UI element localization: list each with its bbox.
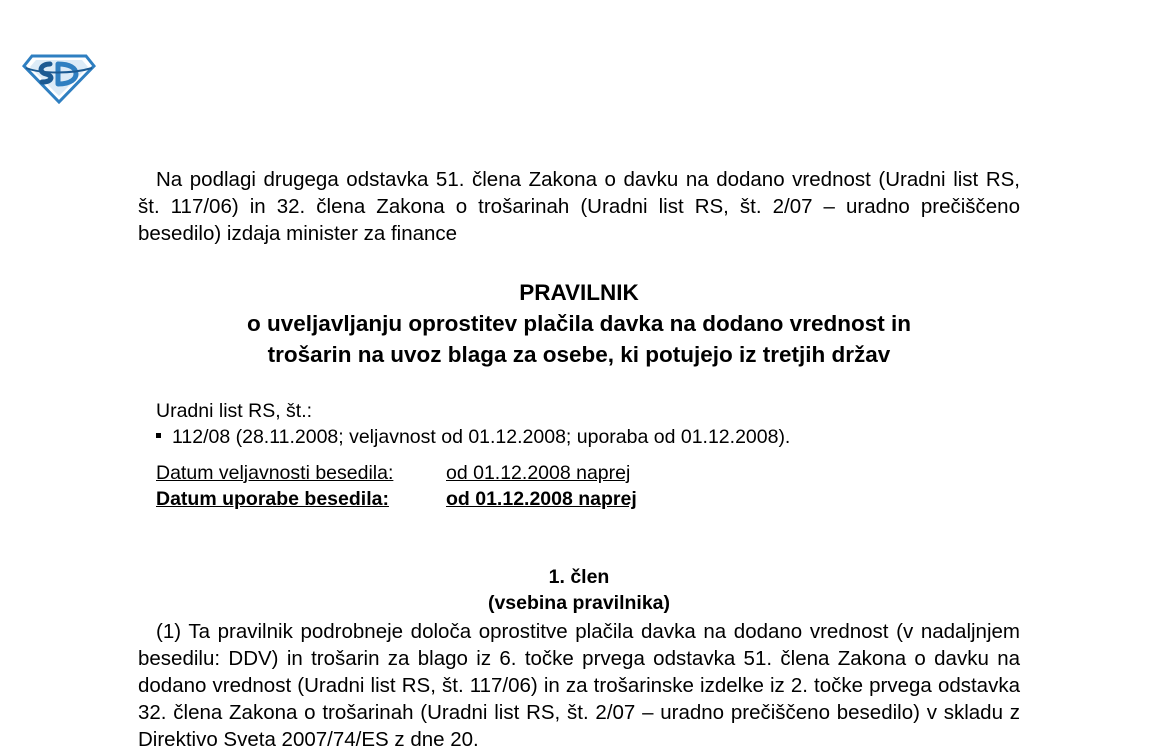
title-heading: PRAVILNIK <box>519 280 639 305</box>
sd-logo <box>22 48 96 104</box>
application-date-label: Datum uporabe besedila: <box>156 488 389 510</box>
gazette-references <box>138 398 1020 450</box>
gazette-item-text: 112/08 (28.11.2008; veljavnost od 01.12.2008; uporaba od 01.12.2008). <box>172 426 791 448</box>
article-1-heading <box>138 564 1020 616</box>
bullet-icon <box>156 433 161 438</box>
title-line-1: o uveljavljanju oprostitev plačila davka na dodano vrednost in <box>247 311 911 336</box>
article-1-paragraph: (1) Ta pravilnik podrobneje določa oprostitve plačila davka na dodano vrednost (v nadaljnjem besedilu: DDV) in trošarin za blago iz 6. točke prvega odstavka 51. člena Zakona o davku na dodano vrednost (Uradni list RS, št. 117/06) in za trošarinske izdelke iz 2. točke prvega odstavka 32. člena Zakona o trošarinah (Uradni list RS, št. 2/07 – uradno prečiščeno besedilo) v skladu z Direktivo Sveta 2007/74/ES z dne 20. <box>138 620 1020 751</box>
document-title <box>138 277 1020 370</box>
gazette-item <box>156 424 1020 450</box>
gazette-label: Uradni list RS, št.: <box>156 400 313 422</box>
sd-logo-icon <box>22 48 96 104</box>
title-line-2: trošarin na uvoz blaga za osebe, ki potujejo iz tretjih držav <box>267 342 891 367</box>
validity-date-label: Datum veljavnosti besedila: <box>156 462 394 484</box>
application-date-row <box>156 486 1020 512</box>
date-info <box>138 460 1020 512</box>
validity-date-row <box>156 460 1020 486</box>
application-date-value: od 01.12.2008 naprej <box>446 488 637 510</box>
intro-paragraph: Na podlagi drugega odstavka 51. člena Zakona o davku na dodano vrednost (Uradni list RS, št. 117/06) in 32. člena Zakona o trošarinah (Uradni list RS, št. 2/07 – uradno prečiščeno besedilo) izdaja minister za finance <box>138 168 1020 245</box>
validity-date-value: od 01.12.2008 naprej <box>446 462 631 484</box>
article-number: 1. člen <box>548 566 610 588</box>
document-body <box>138 166 1020 753</box>
article-subtitle: (vsebina pravilnika) <box>487 592 671 614</box>
